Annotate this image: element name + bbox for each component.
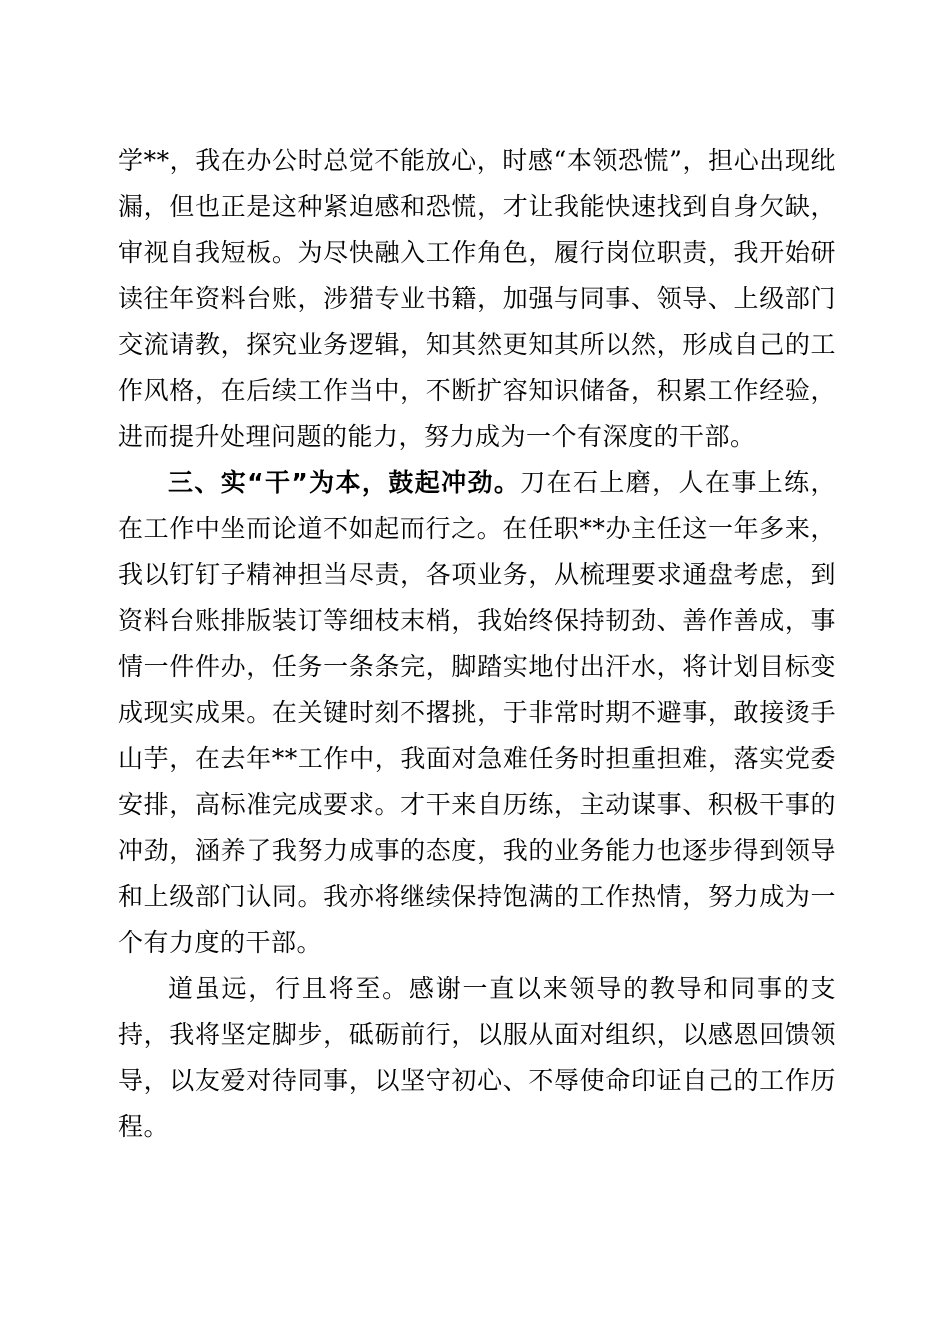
paragraph-text: 刀在石上磨，人在事上练，在工作中坐而论道不如起而行之。在任职**办主任这一年多来，我以钉钉子精神担当尽责，各项业务，从梳理要求通盘考虑，到资料台账排版装订等细枝末梢，我始终保持韧劲、善作善成，事情一件件办，任务一条条完，脚踏实地付出汗水，将计划目标变成现实成果。在关键时刻不撂挑，于非常时期不避事，敢接烫手山芋，在去年**工作中，我面对急难任务时担重担难，落实党委安排，高标准完成要求。才干来自历练，主动谋事、积极干事的冲劲，涵养了我努力成事的态度，我的业务能力也逐步得到领导和上级部门认同。我亦将继续保持饱满的工作热情，努力成为一个有力度的干部。	[118, 468, 836, 957]
paragraph-text: 道虽远，行且将至。感谢一直以来领导的教导和同事的支持，我将坚定脚步，砥砺前行，以服从面对组织，以感恩回馈领导，以友爱对待同事，以坚守初心、不辱使命印证自己的工作历程。	[118, 974, 836, 1141]
section-heading: 三、实“干”为本，鼓起冲劲。	[168, 468, 521, 497]
paragraph-section-three	[118, 460, 836, 966]
document-body	[118, 138, 836, 1150]
paragraph-continuation	[118, 138, 836, 460]
paragraph-text: 学**，我在办公时总觉不能放心，时感“本领恐慌”，担心出现纰漏，但也正是这种紧迫感和恐慌，才让我能快速找到自身欠缺，审视自我短板。为尽快融入工作角色，履行岗位职责，我开始研读往年资料台账，涉猎专业书籍，加强与同事、领导、上级部门交流请教，探究业务逻辑，知其然更知其所以然，形成自己的工作风格，在后续工作当中，不断扩容知识储备，积累工作经验，进而提升处理问题的能力，努力成为一个有深度的干部。	[118, 146, 836, 451]
paragraph-conclusion	[118, 966, 836, 1150]
